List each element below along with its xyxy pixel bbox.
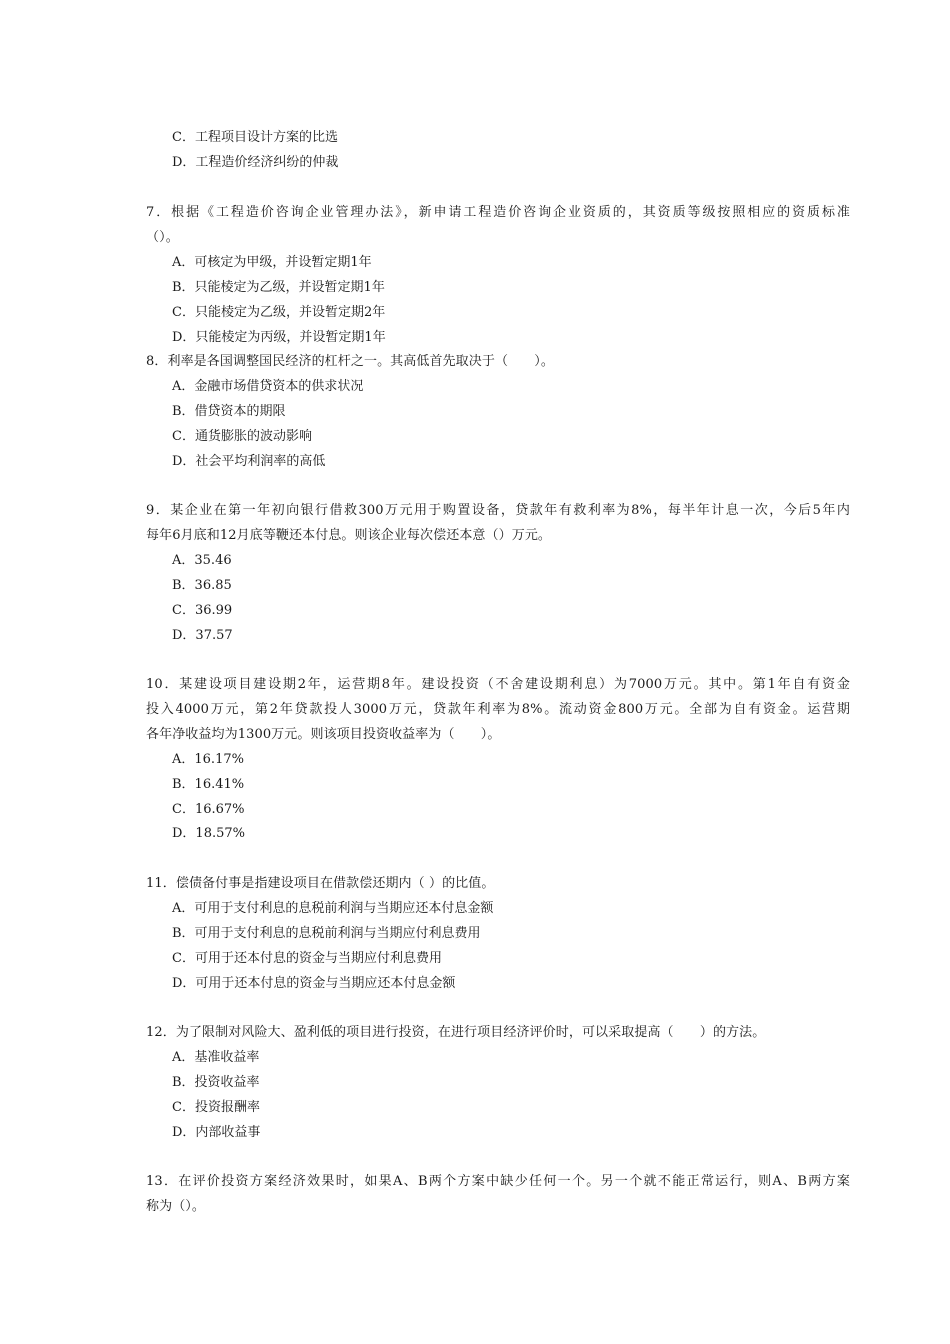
question-stem-line: 7．根据《工程造价咨询企业管理办法》，新申请工程造价咨询企业资质的，其资质等级按照相应的资质标准 [146,205,850,220]
option-line: C．36.99 [172,602,233,618]
question-stem-line: 每年6月底和12月底等鞭还本付息。则该企业每次偿还本意（）万元。 [146,527,552,543]
question-stem-line: 各年净收益均为1300万元。则该项目投资收益率为（ ）。 [146,726,501,742]
option-line: C．可用于还本付息的资金与当期应付利息费用 [172,950,442,966]
option-line: C．投资报酬率 [172,1099,260,1115]
option-line: D．18.57% [172,826,245,842]
option-line: B．借贷资本的期限 [172,403,286,419]
option-line: A．可用于支付利息的息税前利润与当期应还本付息金额 [172,900,494,916]
option-line: D．内部收益事 [172,1124,261,1140]
question-stem-line: 8．利率是各国调整国民经济的杠杆之一。其高低首先取决于（ ）。 [146,354,554,369]
question-stem-line: 称为（）。 [146,1198,206,1214]
option-line: B．36.85 [172,577,232,593]
option-line: B．可用于支付利息的息税前利润与当期应付利息费用 [172,925,481,941]
question-stem-line: （）。 [146,229,179,245]
option-line: D．工程造价经济纠纷的仲裁 [172,154,339,170]
option-line: C．16.67% [172,801,245,817]
question-stem-line: 投入4000万元，第2年贷款投人3000万元，贷款年利率为8%。流动资金800万元。全部为自有资金。运营期 [146,701,850,717]
option-line: A．可核定为甲级，并设暂定期1年 [172,254,372,270]
option-line: B．只能棱定为乙级，并设暂定期1年 [172,279,385,295]
question-stem-line: 11．偿债备付事是指建设项目在借款偿还期内（ ）的比值。 [146,876,495,891]
option-line: B．16.41% [172,776,245,792]
option-line: D．可用于还本付息的资金与当期应还本付息金额 [172,975,456,991]
option-line: C．工程项目设计方案的比选 [172,130,338,145]
option-line: D．只能棱定为丙级，并设暂定期1年 [172,329,386,345]
question-stem-line: 10．某建设项目建设期2年，运营期8年。建设投资（不舍建设期利息）为7000万元。其中。第1年自有资金 [146,677,850,692]
option-line: D．社会平均利润率的高低 [172,453,326,469]
option-line: A．基准收益率 [172,1049,260,1065]
question-stem-line: 12．为了限制对风险大、盈利低的项目进行投资，在进行项目经济评价时，可以采取提高（ ）的方法。 [146,1025,766,1040]
option-line: A．金融市场借贷资本的供求状况 [172,378,364,394]
option-line: B．投资收益率 [172,1074,260,1090]
question-stem-line: 9．某企业在第一年初向银行借救300万元用于购置设备，贷款年有救利率为8%，每半年计息一次，今后5年内 [146,503,850,518]
question-stem-line: 13．在评价投资方案经济效果时，如果A、B两个方案中缺少任何一个。另一个就不能正常运行，则A、B两方案 [146,1174,850,1189]
option-line: C．只能棱定为乙级，并设暂定期2年 [172,304,386,320]
option-line: A．35.46 [172,552,232,568]
option-line: D．37.57 [172,627,233,643]
option-line: A．16.17% [172,751,244,767]
option-line: C．通货膨胀的波动影响 [172,428,312,444]
